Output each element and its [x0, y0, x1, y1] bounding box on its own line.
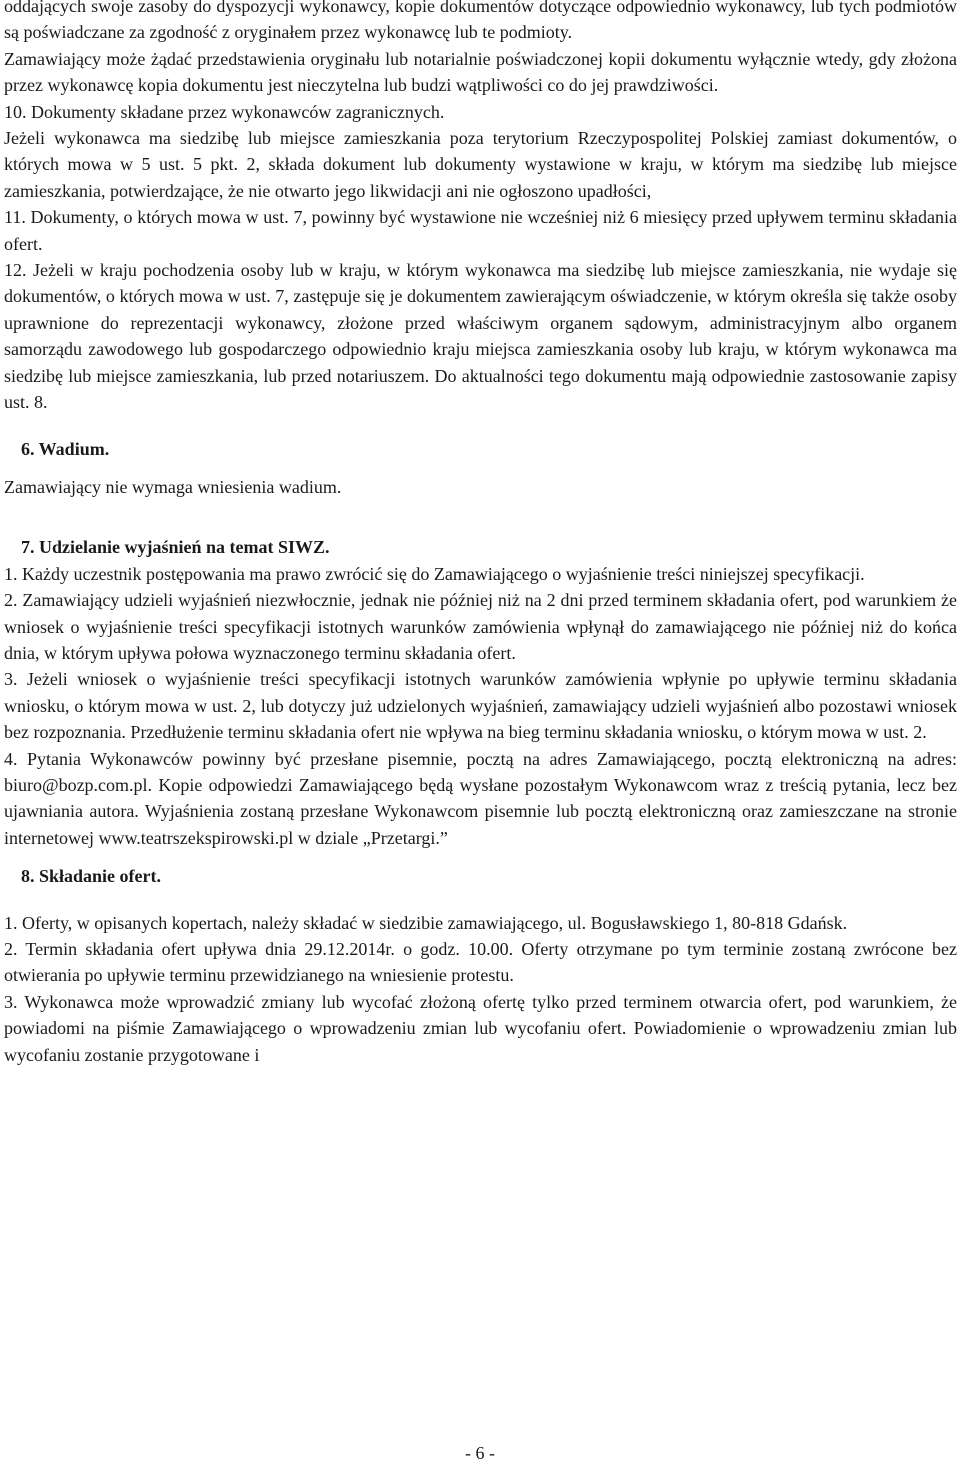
list-item-submission-3: 3. Wykonawca może wprowadzić zmiany lub wycofać złożoną ofertę tylko przed terminem otwarcia ofert, pod warunkiem, że powiadomi na piśmie Zamawiającego o wprowadzeniu zmian lub wycofaniu ofert. Powiadomienie o wprowadzeniu zmian lub wycofaniu zostanie przygotowane i [4, 991, 957, 1065]
section-heading-explanations: 7. Udzielanie wyjaśnień na temat SIWZ. [21, 537, 330, 558]
spacer [4, 462, 957, 474]
list-item-submission-1: 1. Oferty, w opisanych kopertach, należy składać w siedzibie zamawiającego, ul. Bogusławskiego 1, 80-818 Gdańsk. [4, 912, 848, 933]
spacer [4, 500, 957, 534]
list-item-explanations-2: 2. Zamawiający udzieli wyjaśnień niezwłocznie, jednak nie później niż na 2 dni przed terminem składania ofert, pod warunkiem że wniosek o wyjaśnienie treści specyfikacji istotnych warunków zamówienia wpłynął do zamawiającego nie później niż do końca dnia, w którym upływa połowa wyznaczonego terminu składania ofert. [4, 590, 957, 663]
spacer [4, 890, 957, 910]
list-item-submission-2: 2. Termin składania ofert upływa dnia 29.12.2014r. o godz. 10.00. Oferty otrzymane po tym terminie zostaną zwrócone bez otwierania po upływie terminu przewidzianego na wniesienie protestu. [4, 939, 957, 986]
paragraph-replacement-statement: 12. Jeżeli w kraju pochodzenia osoby lub w kraju, w którym wykonawca ma siedzibę lub miejsce zamieszkania, nie wydaje się dokumentów, o których mowa w ust. 7, zastępuje się je dokumentem zawierającym oświadczenie, w którym określa się także osoby uprawnione do reprezentacji wykonawcy, złożone przed właściwym organem sądowym, administracyjnym albo organem samorządu zawodowego lub gospodarczego odpowiednio kraju miejsca zamieszkania osoby lub kraju, w którym wykonawca ma siedzibę lub miejsce zamieszkania, lub przed notariuszem. Do aktualności tego dokumentu mają odpowiednie zastosowanie zapisy ust. 8. [4, 260, 957, 413]
section-heading-wadium: 6. Wadium. [21, 438, 110, 459]
list-item-explanations-1: 1. Każdy uczestnik postępowania ma prawo zwrócić się do Zamawiającego o wyjaśnienie treści niniejszej specyfikacji. [4, 563, 865, 584]
spacer [4, 851, 957, 863]
paragraph-wadium: Zamawiający nie wymaga wniesienia wadium. [4, 476, 342, 497]
paragraph-original-request: Zamawiający może żądać przedstawienia oryginału lub notarialnie poświadczonej kopii dokumentu wyłącznie wtedy, gdy złożona przez wykonawcę kopia dokumentu jest nieczytelna lub budzi wątpliwości co do jej prawdziwości. [4, 48, 957, 96]
paragraph-foreign-documents-title: 10. Dokumenty składane przez wykonawców zagranicznych. [4, 101, 445, 122]
spacer [4, 416, 957, 436]
list-item-explanations-3: 3. Jeżeli wniosek o wyjaśnienie treści specyfikacji istotnych warunków zamówienia wpłynie po upływie terminu składania wniosku, o którym mowa w ust. 2, lub dotyczy już udzielonych wyjaśnień, zamawiający udzieli wyjaśnień albo pozostawi wniosek bez rozpoznania. Przedłużenie terminu składania ofert nie wpływa na bieg terminu składania wniosku, o którym mowa w ust. 2. [4, 669, 957, 743]
section-heading-submission: 8. Składanie ofert. [21, 866, 162, 887]
paragraph-documents-validity: 11. Dokumenty, o których mowa w ust. 7, powinny być wystawione nie wcześniej niż 6 miesięcy przed upływem terminu składania ofert. [4, 207, 957, 254]
paragraph-copies-certification: oddających swoje zasoby do dyspozycji wykonawcy, kopie dokumentów dotyczące odpowiednio wykonawcy, lub tych podmiotów są poświadczane za zgodność z oryginałem przez wykonawcę lub te podmioty. [4, 0, 957, 43]
list-item-explanations-4: 4. Pytania Wykonawców powinny być przesłane pisemnie, pocztą na adres Zamawiającego, pocztą elektroniczną na adres: biuro@bozp.com.pl. Kopie odpowiedzi Zamawiającego będą wysłane pozostałym Wykonawcom wraz z treścią pytania, lecz bez ujawniania autora. Wyjaśnienia zostaną przesłane Wykonawcom pisemnie lub pocztą elektroniczną oraz zamieszczane na stronie internetowej www.teatrszekspirowski.pl w dziale „Przetargi.” [4, 748, 957, 848]
page-number: - 6 - [465, 1443, 495, 1463]
paragraph-foreign-documents: Jeżeli wykonawca ma siedzibę lub miejsce zamieszkania poza terytorium Rzeczypospolitej Polskiej zamiast dokumentów, o których mowa w 5 ust. 5 pkt. 2, składa dokument lub dokumenty wystawione w kraju, w którym ma siedzibę lub miejsce zamieszkania, potwierdzające, że nie otwarto jego likwidacji ani nie ogłoszono upadłości, [4, 128, 957, 201]
page-content [4, 0, 957, 1068]
